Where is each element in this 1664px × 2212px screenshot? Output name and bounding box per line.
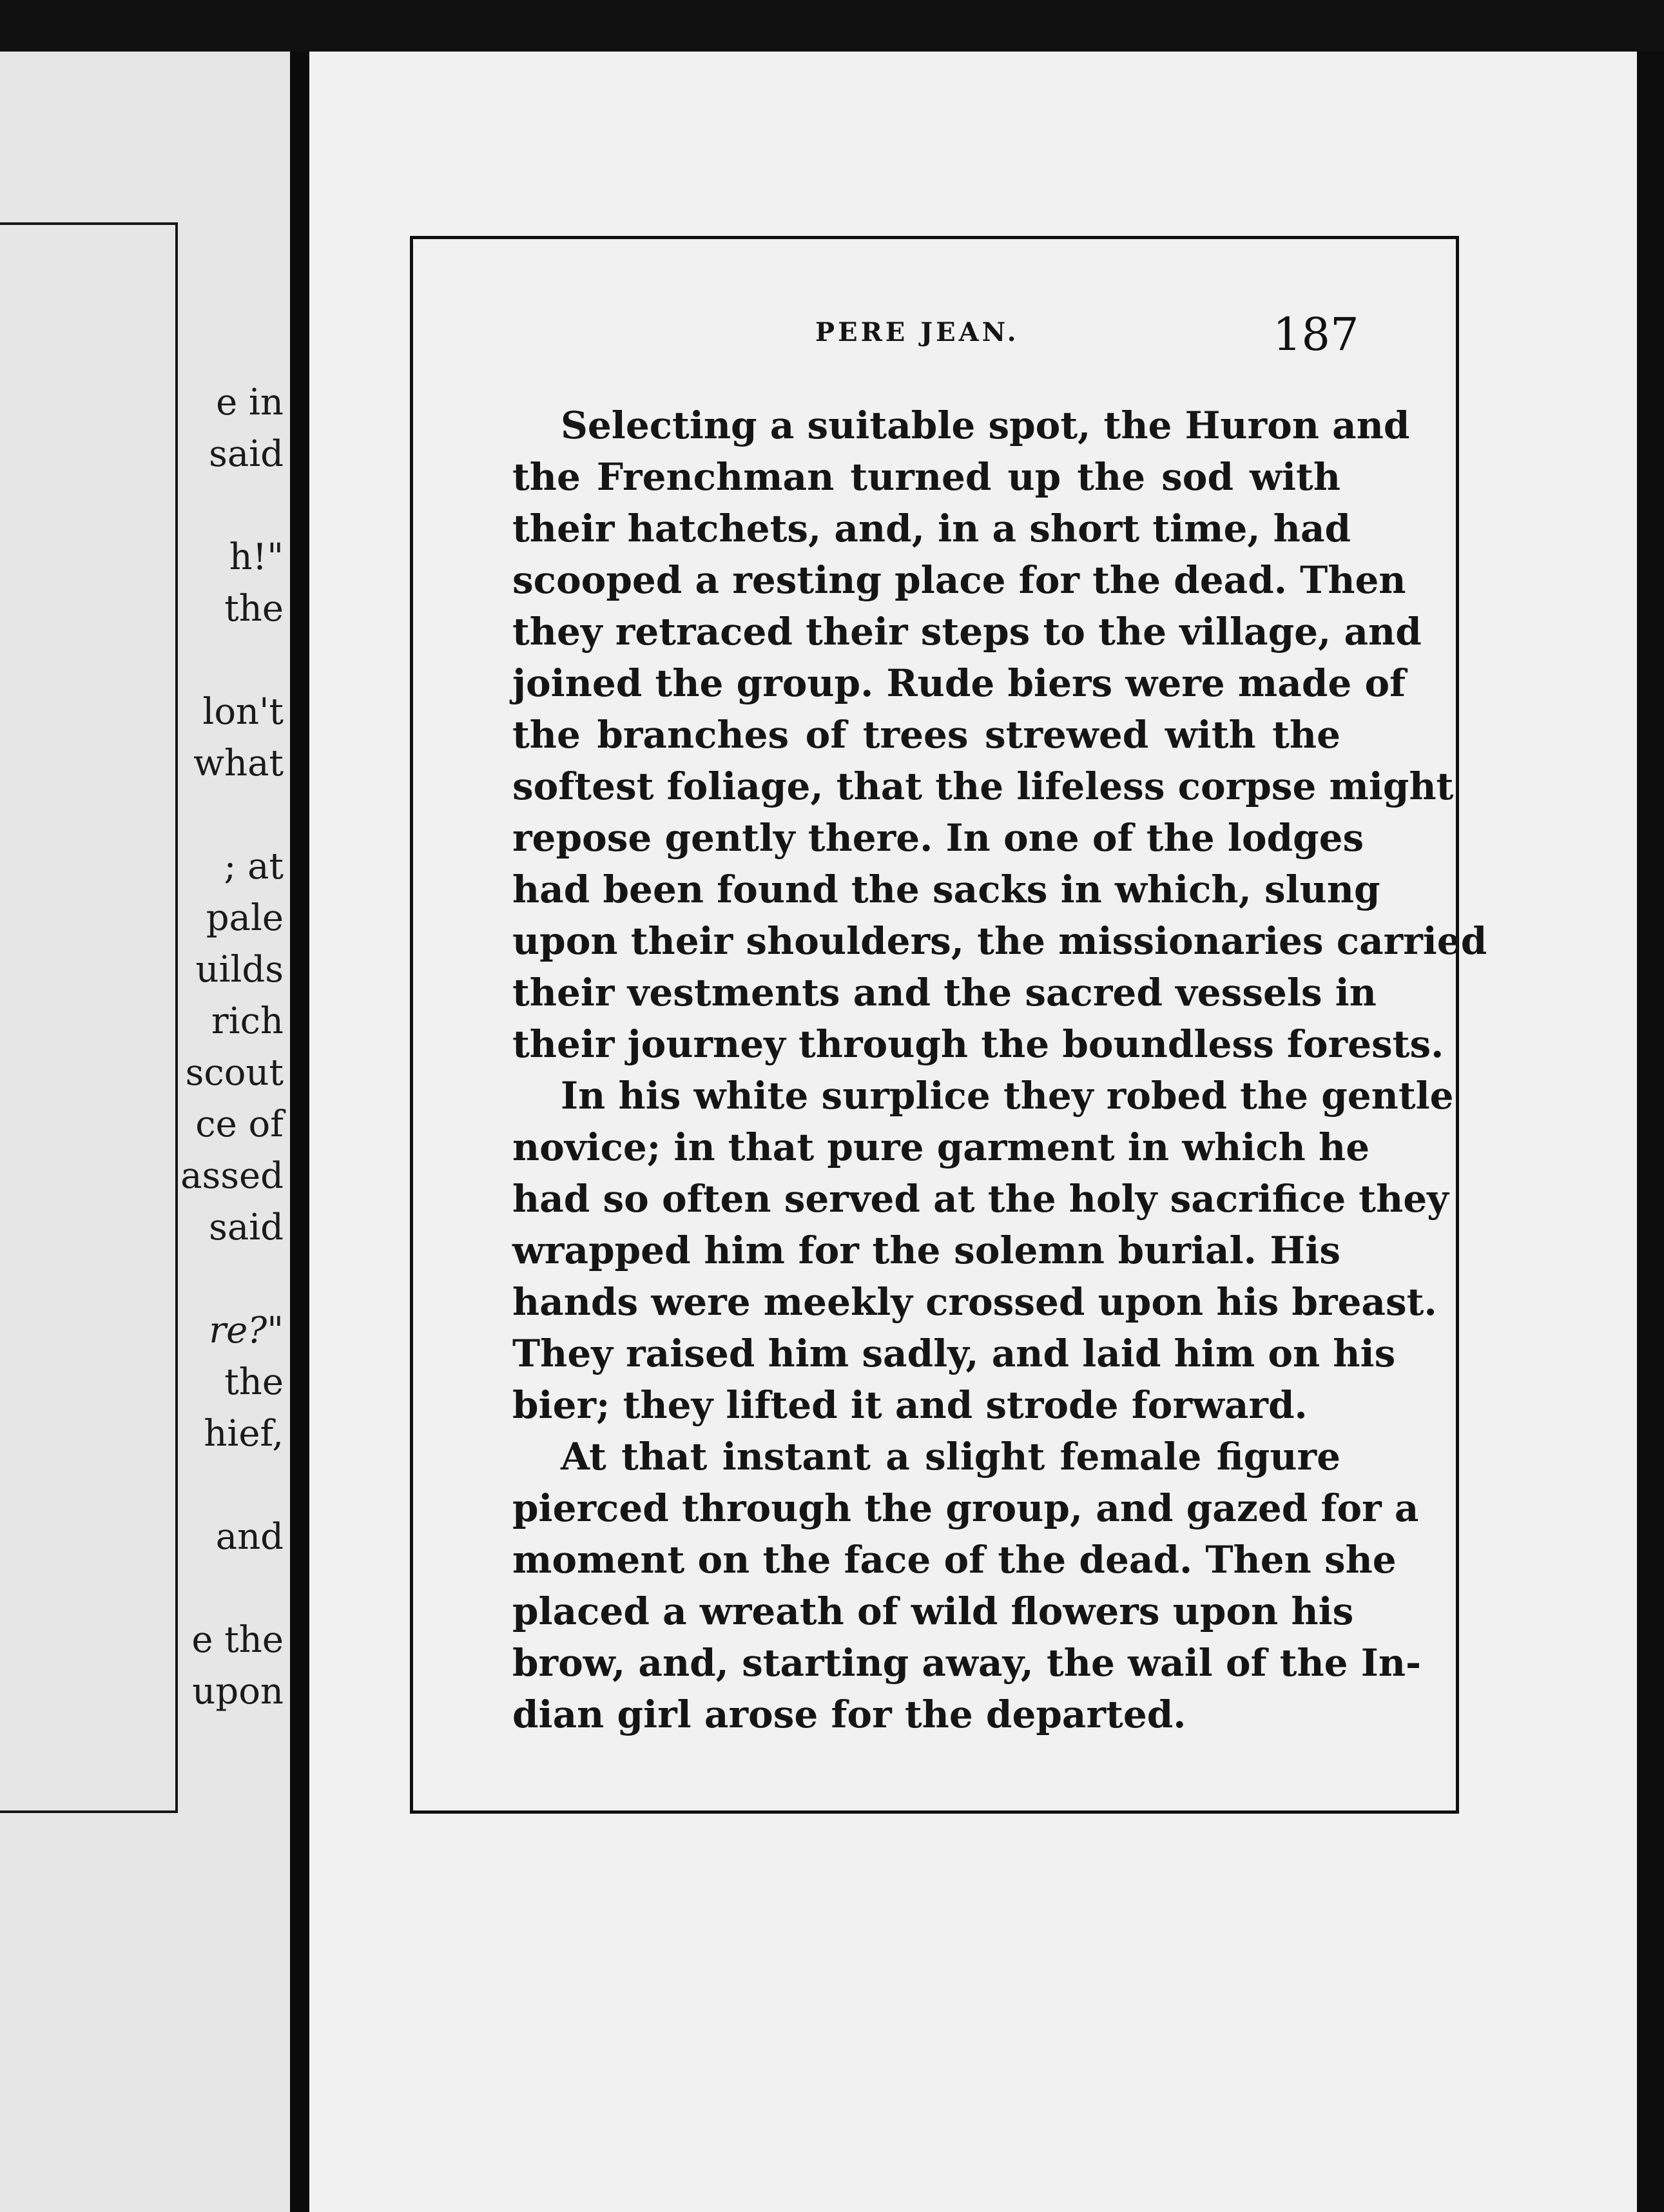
text-line: the branches of trees strewed with the — [512, 713, 1340, 757]
text-line: brow, and, starting away, the wail of the In- — [512, 1641, 1422, 1685]
left-line: e the — [191, 1619, 284, 1661]
text-line: moment on the face of the dead. Then she — [512, 1538, 1397, 1582]
text-line: They raised him sadly, and laid him on his — [512, 1332, 1396, 1375]
running-head: PERE JEAN. — [815, 317, 1020, 347]
left-line: h!" — [229, 536, 284, 578]
text-line: wrapped him for the solemn burial. His — [512, 1228, 1340, 1272]
left-line: upon — [192, 1671, 284, 1712]
book-gutter — [290, 52, 309, 2212]
text-line: softest foliage, that the lifeless corpse might — [512, 764, 1454, 808]
text-line: In his white surplice they robed the gentle — [561, 1074, 1454, 1118]
page-number: 187 — [1273, 308, 1359, 361]
left-line: lon't — [202, 691, 284, 733]
text-line: repose gently there. In one of the lodges — [512, 816, 1364, 860]
left-line: the — [224, 588, 284, 630]
left-line: and — [215, 1516, 284, 1558]
left-line: said — [209, 433, 284, 475]
text-line: upon their shoulders, the missionaries carried — [512, 919, 1487, 963]
left-line: ; at — [224, 846, 284, 888]
text-line: Selecting a suitable spot, the Huron and — [561, 403, 1410, 447]
left-line: re?" — [209, 1310, 284, 1352]
text-line: placed a wreath of wild flowers upon his — [512, 1589, 1354, 1633]
text-line: their journey through the boundless forests. — [512, 1022, 1444, 1066]
text-line: dian girl arose for the departed. — [512, 1693, 1186, 1736]
left-line: ce of — [195, 1103, 284, 1145]
text-line: their vestments and the sacred vessels in — [512, 971, 1377, 1014]
body-text — [512, 400, 1487, 1740]
text-line: hands were meekly crossed upon his breast. — [512, 1280, 1437, 1324]
text-line: scooped a resting place for the dead. Then — [512, 558, 1406, 602]
left-line: pale — [206, 897, 284, 939]
left-page-fragment — [0, 52, 290, 2212]
text-line: bier; they lifted it and strode forward. — [512, 1383, 1308, 1427]
left-line: scout — [185, 1052, 284, 1094]
left-line: rich — [211, 1000, 284, 1042]
left-line: said — [209, 1207, 284, 1248]
left-line: hief, — [204, 1413, 284, 1455]
text-line: had so often served at the holy sacrifice they — [512, 1177, 1449, 1221]
left-line: uilds — [195, 949, 284, 991]
page-edge-shadow — [1637, 52, 1664, 2212]
text-line: joined the group. Rude biers were made of — [512, 661, 1406, 705]
left-line: e in — [216, 382, 284, 423]
left-line: assed — [180, 1155, 284, 1197]
text-line: they retraced their steps to the village, and — [512, 610, 1422, 654]
left-line: what — [193, 742, 284, 784]
left-page-border — [0, 222, 178, 1813]
text-line: novice; in that pure garment in which he — [512, 1125, 1370, 1169]
text-line: the Frenchman turned up the sod with — [512, 455, 1340, 499]
text-line: pierced through the group, and gazed for a — [512, 1486, 1419, 1530]
text-line: had been found the sacks in which, slung — [512, 868, 1380, 911]
left-line: the — [224, 1361, 284, 1403]
text-line: their hatchets, and, in a short time, had — [512, 507, 1351, 550]
text-line: At that instant a slight female figure — [561, 1435, 1340, 1479]
